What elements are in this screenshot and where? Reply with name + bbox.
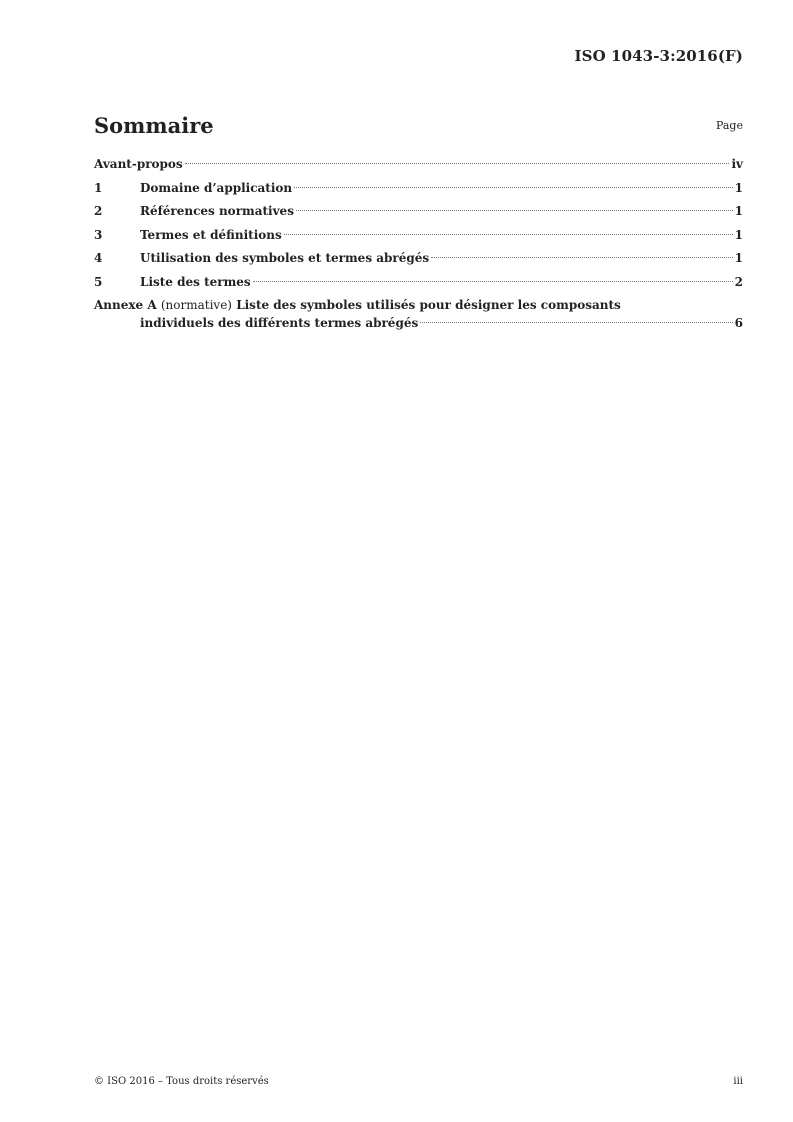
toc-entry-number: 3 xyxy=(94,227,103,242)
annex-title-line2: individuels des différents termes abrégés xyxy=(140,316,419,330)
toc-entry-label: Avant-propos xyxy=(94,157,183,171)
copyright-notice: © ISO 2016 – Tous droits réservés xyxy=(94,1076,269,1087)
toc-entry-number: 4 xyxy=(94,251,103,265)
toc-entry-page: 1 xyxy=(734,251,743,265)
toc-entry-number: 5 xyxy=(94,274,103,289)
table-of-contents xyxy=(94,155,743,336)
dot-leader xyxy=(284,234,733,235)
toc-entry-references-normatives[interactable] xyxy=(94,202,743,226)
dot-leader xyxy=(296,210,733,211)
dot-leader xyxy=(253,281,733,282)
page-column-label: Page xyxy=(715,119,743,132)
toc-entry-label: Domaine d’application xyxy=(140,180,293,195)
annex-type: (normative) xyxy=(160,298,232,312)
toc-entry-domaine-application[interactable] xyxy=(94,179,743,203)
page-number: iii xyxy=(733,1076,743,1087)
toc-heading-row xyxy=(94,113,743,139)
toc-entry-label: Utilisation des symboles et termes abrégés xyxy=(140,251,430,265)
toc-entry-page: 2 xyxy=(734,274,743,289)
page-footer xyxy=(94,1074,743,1090)
toc-entry-annex-a[interactable] xyxy=(94,296,743,336)
toc-entry-termes-definitions[interactable] xyxy=(94,226,743,250)
toc-entry-page: 6 xyxy=(734,316,743,330)
document-id: ISO 1043-3:2016(F) xyxy=(574,47,743,65)
toc-entry-number: 2 xyxy=(94,204,103,218)
toc-title: Sommaire xyxy=(94,113,214,138)
toc-entry-utilisation-symboles[interactable] xyxy=(94,249,743,273)
toc-entry-page: 1 xyxy=(734,180,743,195)
annex-prefix: Annexe A xyxy=(94,298,157,312)
toc-entry-number: 1 xyxy=(94,180,103,195)
annex-title-line1: Liste des symboles utilisés pour désigner les composants xyxy=(236,298,621,312)
toc-entry-avant-propos[interactable] xyxy=(94,155,743,179)
dot-leader xyxy=(294,187,733,188)
toc-entry-page: 1 xyxy=(734,204,743,218)
toc-entry-label: Références normatives xyxy=(140,204,294,218)
toc-entry-page: iv xyxy=(731,157,743,171)
dot-leader xyxy=(420,322,732,323)
dot-leader xyxy=(185,163,730,164)
toc-entry-liste-termes[interactable] xyxy=(94,273,743,297)
toc-entry-page: 1 xyxy=(734,227,743,242)
toc-entry-label: Liste des termes xyxy=(140,274,251,289)
dot-leader xyxy=(431,257,732,258)
toc-entry-label: Termes et définitions xyxy=(140,227,282,242)
